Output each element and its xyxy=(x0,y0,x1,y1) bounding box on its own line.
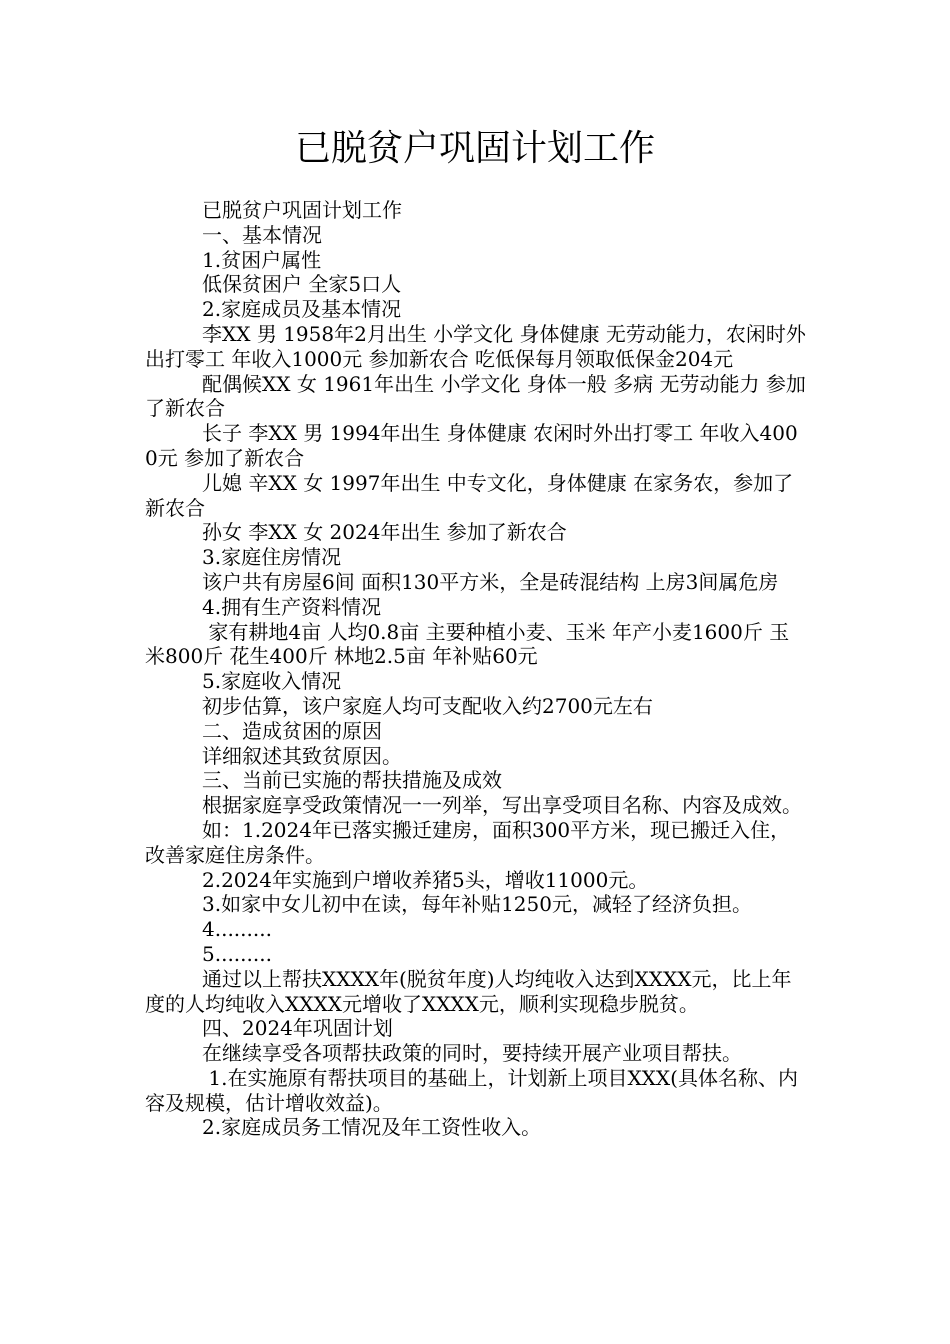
paragraph: 李XX 男 1958年2月出生 小学文化 身体健康 无劳动能力，农闲时外出打零工 年收入1000元 参加新农合 吃低保每月领取低保金204元 xyxy=(145,321,806,371)
paragraph: 4......... xyxy=(202,917,272,942)
paragraph: 该户共有房屋6间 面积130平方米，全是砖混结构 上房3间属危房 xyxy=(202,569,779,594)
paragraph: 详细叙述其致贫原因。 xyxy=(202,743,402,768)
paragraph: 儿媳 辛XX 女 1997年出生 中专文化，身体健康 在家务农，参加了新农合 xyxy=(145,470,794,520)
paragraph: 1.贫困户属性 xyxy=(202,247,322,272)
paragraph: 2.家庭成员务工情况及年工资性收入。 xyxy=(202,1115,542,1140)
paragraph: 配偶候XX 女 1961年出生 小学文化 身体一般 多病 无劳动能力 参加了新农合 xyxy=(145,371,806,421)
paragraph: 三、当前已实施的帮扶措施及成效 xyxy=(202,768,502,793)
paragraph: 初步估算，该户家庭人均可支配收入约2700元左右 xyxy=(202,693,653,718)
paragraph: 3.家庭住房情况 xyxy=(202,545,342,570)
paragraph: 四、2024年巩固计划 xyxy=(202,1016,393,1041)
paragraph: 二、造成贫困的原因 xyxy=(202,718,382,743)
document-title: 已脱贫户巩固计划工作 xyxy=(294,128,655,169)
paragraph: 已脱贫户巩固计划工作 xyxy=(202,198,402,222)
paragraph: 4.拥有生产资料情况 xyxy=(202,594,382,619)
paragraph: 2.2024年实施到户增收养猪5头，增收11000元。 xyxy=(202,867,649,892)
paragraph: 1.在实施原有帮扶项目的基础上，计划新上项目XXX(具体名称、内容及规模，估计增收效益)。 xyxy=(145,1065,798,1115)
paragraph: 孙女 李XX 女 2024年出生 参加了新农合 xyxy=(202,520,567,545)
paragraph: 一、基本情况 xyxy=(202,222,322,247)
paragraph: 低保贫困户 全家5口人 xyxy=(202,272,402,297)
document-body xyxy=(145,198,807,1140)
paragraph: 5.家庭收入情况 xyxy=(202,669,342,694)
paragraph: 家有耕地4亩 人均0.8亩 主要种植小麦、玉米 年产小麦1600斤 玉米800斤 花生400斤 林地2.5亩 年补贴60元 xyxy=(145,619,790,669)
paragraph: 2.家庭成员及基本情况 xyxy=(202,297,402,322)
paragraph: 长子 李XX 男 1994年出生 身体健康 农闲时外出打零工 年收入4000元 参加了新农合 xyxy=(145,421,798,470)
paragraph: 在继续享受各项帮扶政策的同时，要持续开展产业项目帮扶。 xyxy=(202,1041,742,1066)
paragraph: 3.如家中女儿初中在读，每年补贴1250元，减轻了经济负担。 xyxy=(202,892,752,917)
paragraph: 通过以上帮扶XXXX年(脱贫年度)人均纯收入达到XXXX元，比上年度的人均纯收入XXXX元增收了XXXX元，顺利实现稳步脱贫。 xyxy=(145,966,792,1016)
paragraph: 如：1.2024年已落实搬迁建房，面积300平方米，现已搬迁入住，改善家庭住房条件。 xyxy=(145,817,791,867)
paragraph: 根据家庭享受政策情况一一列举，写出享受项目名称、内容及成效。 xyxy=(202,793,802,818)
paragraph: 5......... xyxy=(202,941,272,966)
